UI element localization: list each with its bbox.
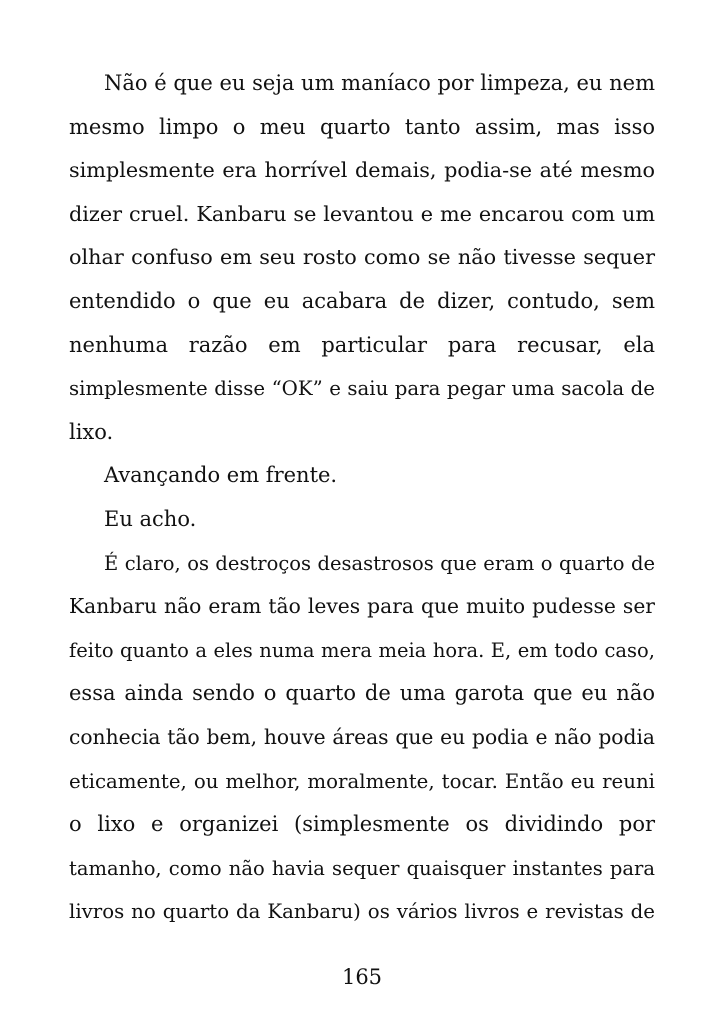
text-line: mesmo limpo o meu quarto tanto assim, mas isso [69,114,655,139]
text-line: conhecia tão bem, houve áreas que eu podia e não podia [69,724,655,749]
text-line: Kanbaru não eram tão leves para que muito pudesse ser [69,594,655,619]
text-line: livros no quarto da Kanbaru) os vários livros e revistas de [69,900,655,924]
text-line: nenhuma razão em particular para recusar, ela [69,332,655,357]
paragraph [69,542,655,934]
text-line: o lixo e organizei (simplesmente os dividindo por [69,812,655,837]
text-line: entendido o que eu acabara de dizer, contudo, sem [69,288,655,313]
page-number: 165 [341,965,383,989]
text-line: Não é que eu seja um maníaco por limpeza, eu nem [104,71,655,95]
book-page-text [69,62,655,934]
text-line: tamanho, como não havia sequer quaisquer instantes para [69,856,655,880]
text-line: lixo. [69,419,114,444]
text-line: Eu acho. [104,506,197,531]
text-line: eticamente, ou melhor, moralmente, tocar. Então eu reuni [69,769,655,793]
text-line: essa ainda sendo o quarto de uma garota que eu não [69,681,655,706]
text-line: dizer cruel. Kanbaru se levantou e me encarou com um [69,201,655,226]
paragraph [69,62,655,454]
text-line: feito quanto a eles numa mera meia hora. E, em todo caso, [69,638,655,662]
text-line: simplesmente era horrível demais, podia-se até mesmo [69,158,655,183]
text-line: simplesmente disse “OK” e saiu para pegar uma sacola de [69,377,655,401]
text-line: É claro, os destroços desastrosos que eram o quarto de [104,551,655,575]
paragraph [69,454,655,498]
paragraph [69,498,655,542]
text-line: Avançando em frente. [104,463,338,488]
text-line: olhar confuso em seu rosto como se não tivesse sequer [69,245,655,270]
